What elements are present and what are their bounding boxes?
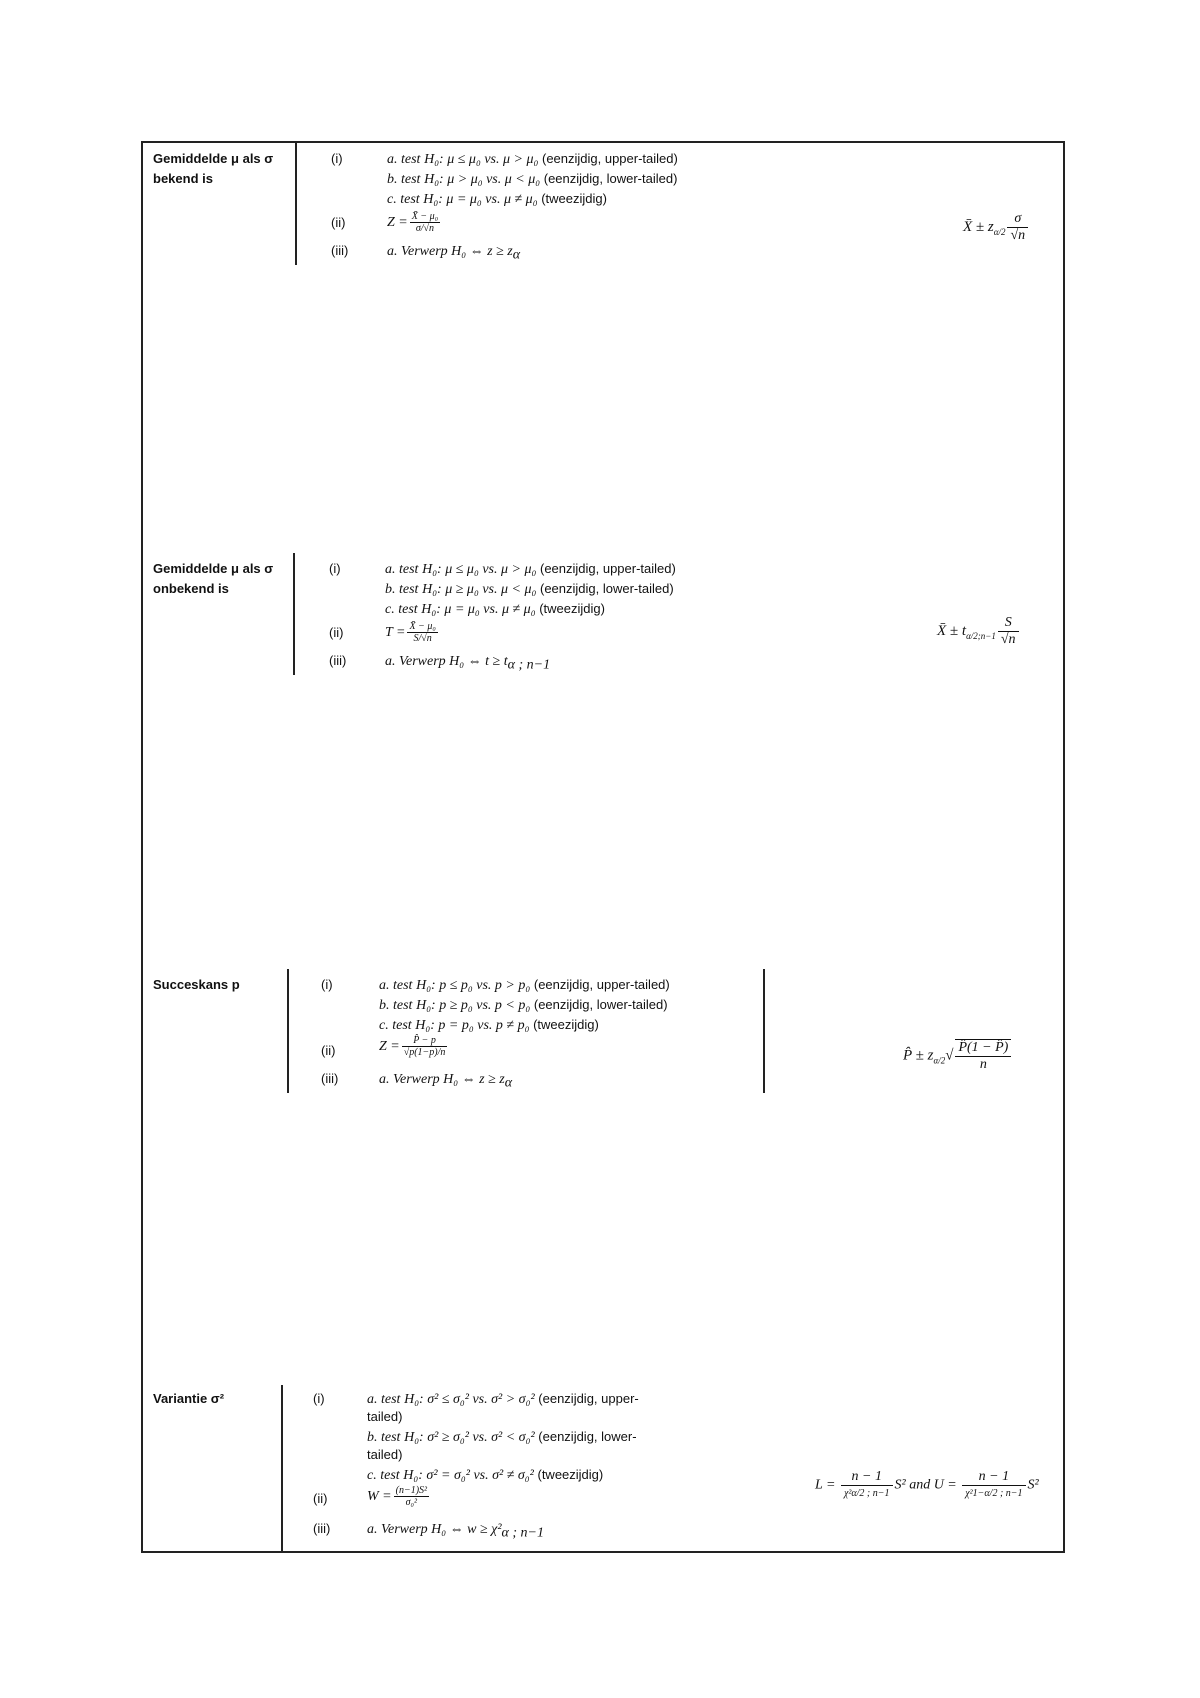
item-number: (iii) [331, 243, 349, 258]
column-divider [281, 1385, 283, 1553]
hypothesis-b: b. test H₀: p ≥ p₀ vs. p < p₀ (eenzijdig, lower-tailed) [379, 997, 668, 1013]
section-mean-sigma-known [143, 143, 1063, 503]
item-number: (i) [329, 561, 341, 576]
hypothesis-c: c. test H₀: μ = μ₀ vs. μ ≠ μ₀ (tweezijdig) [387, 191, 607, 207]
section-variance [143, 1385, 1063, 1553]
item-number: (i) [321, 977, 333, 992]
item-number: (iii) [329, 653, 347, 668]
reject-rule: a. Verwerp H₀ ⇔ $w \ge \chi^2_{\alpha ; n-1}$ [367, 1522, 544, 1541]
test-statistic: T = $\frac{\text{X̄ − μ₀}}{S/√n}$ [385, 621, 436, 644]
item-number: (ii) [321, 1043, 336, 1058]
section-success-probability [143, 969, 1063, 1329]
reject-rule: a. Verwerp H₀ ⇔ $z \ge z_\alpha$ [387, 244, 521, 263]
confidence-interval: P̂ ± $z_{\alpha/2}√$ $\frac{P̂(1 - P̂)}{n}$ [903, 1039, 1013, 1073]
section-label: Succeskans p [153, 977, 240, 992]
column-divider [763, 969, 765, 1093]
item-number: (ii) [313, 1491, 328, 1506]
test-statistic: Z = $\frac{P̂ - p}{√p(1-p)/n}$ [379, 1035, 446, 1058]
item-number: (iii) [313, 1521, 331, 1536]
formula-sheet-frame [141, 141, 1065, 1553]
item-number: (ii) [329, 625, 344, 640]
reject-rule: a. Verwerp H₀ ⇔ $t \ge t_{\alpha ; n-1}$ [385, 654, 551, 673]
section-label: Gemiddelde μ als σ onbekend is [153, 561, 274, 596]
confidence-interval: X̄ ± $t_{\alpha/2;n-1}$ $\frac{S}{√n}$ [937, 615, 1021, 648]
confidence-interval: X̄ ± $z_{\alpha/2}$ $\frac{\sigma}{√n}$ [963, 211, 1030, 244]
hypothesis-a: a. test H₀: p ≤ p₀ vs. p > p₀ (eenzijdig, upper-tailed) [379, 977, 670, 993]
hypothesis-a: a. test H₀: μ ≤ μ₀ vs. μ > μ₀ (eenzijdig, upper-tailed) [385, 561, 676, 577]
hypothesis-b-cont: tailed) [367, 1447, 403, 1462]
hypothesis-b: b. test H₀: μ ≥ μ₀ vs. μ < μ₀ (eenzijdig, lower-tailed) [385, 581, 674, 597]
hypothesis-b: b. test H₀: σ² ≥ σ₀² vs. σ² < σ₀² (eenzijdig, lower- [367, 1429, 637, 1445]
hypothesis-c: c. test H₀: μ = μ₀ vs. μ ≠ μ₀ (tweezijdig) [385, 601, 605, 617]
confidence-interval: L = n − 1 χ²α/2 ; n−1 S² and U = n − 1 χ²1−α/2 ; n−1 S² [815, 1469, 1039, 1499]
item-number: (i) [313, 1391, 325, 1406]
section-label: Variantie σ² [153, 1391, 225, 1406]
test-statistic: W = $\frac{\text{(n−1)S²}}{\text{σ₀²}}$ [367, 1485, 428, 1508]
item-number: (iii) [321, 1071, 339, 1086]
reject-rule: a. Verwerp H₀ ⇔ $z \ge z_\alpha$ [379, 1072, 513, 1091]
hypothesis-c: c. test H₀: σ² = σ₀² vs. σ² ≠ σ₀² (tweezijdig) [367, 1467, 604, 1483]
hypothesis-b: b. test H₀: μ > μ₀ vs. μ < μ₀ (eenzijdig, lower-tailed) [387, 171, 678, 187]
section-label: Gemiddelde μ als σ bekend is [153, 151, 274, 186]
hypothesis-a: a. test H₀: μ ≤ μ₀ vs. μ > μ₀ (eenzijdig, upper-tailed) [387, 151, 678, 167]
hypothesis-a-cont: tailed) [367, 1409, 403, 1424]
section-mean-sigma-unknown [143, 553, 1063, 913]
column-divider [287, 969, 289, 1093]
column-divider [293, 553, 295, 675]
hypothesis-a: a. test H₀: σ² ≤ σ₀² vs. σ² > σ₀² (eenzijdig, upper- [367, 1391, 639, 1407]
test-statistic: Z = $\frac{\text{X̄ − μ₀}}{\sigma/√n}$ [387, 211, 439, 234]
item-number: (i) [331, 151, 343, 166]
column-divider [295, 143, 297, 265]
item-number: (ii) [331, 215, 346, 230]
hypothesis-c: c. test H₀: p = p₀ vs. p ≠ p₀ (tweezijdig) [379, 1017, 599, 1033]
